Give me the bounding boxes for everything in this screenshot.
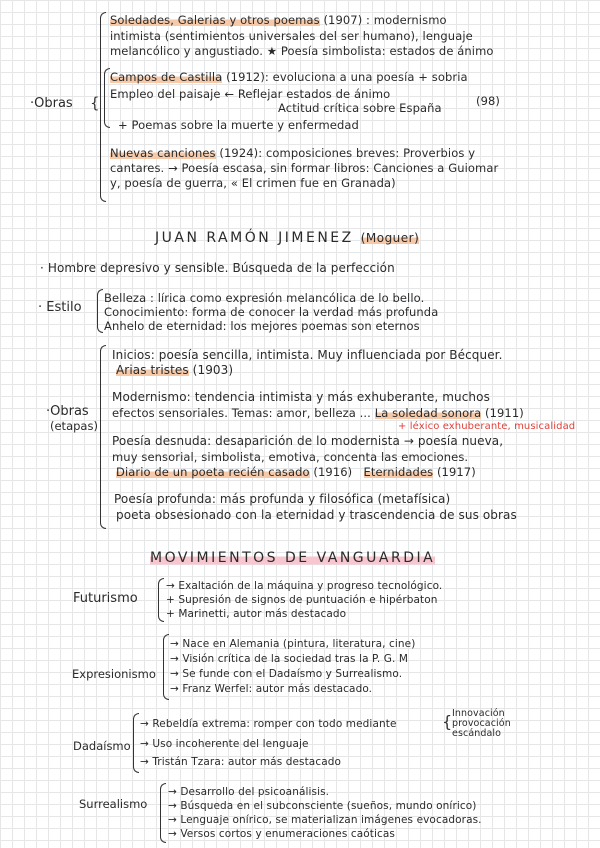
desnuda-line-1: Poesía desnuda: desaparición de lo modernista → poesía nueva, [112, 434, 504, 448]
jrj-estilo-label: · Estilo [38, 300, 82, 315]
desnuda-line-3: Diario de un poeta recién casado (1916) Eternidades (1917) [116, 465, 476, 479]
jrj-hombre: · Hombre depresivo y sensible. Búsqueda de la perfección [40, 261, 395, 275]
soledades-line-3: melancólico y angustiado. ★ Poesía simbolista: estados de ánimo [110, 44, 494, 58]
campos-line-2: Empleo del paisaje ← Reflejar estados de ánimo [110, 87, 391, 101]
expresionismo-item-2: → Visión crítica de la sociedad tras la P. G. M [170, 653, 409, 665]
modernismo-note: + léxico exhuberante, musicalidad [398, 421, 576, 432]
surrealismo-item-4: → Versos cortos y enumeraciones caóticas [168, 828, 395, 840]
expresionismo-item-4: → Franz Werfel: autor más destacado. [170, 683, 373, 695]
futurismo-item-2: + Supresión de signos de puntuación e hipérbaton [166, 594, 438, 606]
jrj-estilo-bracket [97, 289, 103, 333]
expresionismo-label: Expresionismo [72, 667, 156, 681]
modernismo-line-1: Modernismo: tendencia intimista y más exhuberante, muchos [112, 390, 490, 404]
jrj-estilo-item-3: Anhelo de eternidad: los mejores poemas son eternos [104, 319, 420, 333]
profunda-line-2: poeta obsesionado con la eternidad y trascendencia de sus obras [116, 508, 517, 522]
soledades-line-2: intimista (sentimientos universales del ser humano), lenguaje [110, 29, 473, 43]
expresionismo-item-3: → Se funde con el Dadaísmo y Surrealismo. [170, 668, 403, 680]
machado-obras-brace: { [90, 94, 100, 112]
soledades-line-1: Soledades, Galerias y otros poemas (1907) : modernismo [110, 13, 447, 27]
inicios-line-1: Inicios: poesía sencilla, intimista. Muy influenciada por Bécquer. [112, 348, 503, 362]
surrealismo-item-2: → Búsqueda en el subconsciente (sueños, mundo onírico) [168, 800, 477, 812]
dadaismo-bracket [133, 713, 139, 773]
dadaismo-item-3: → Tristán Tzara: autor más destacado [140, 756, 342, 768]
profunda-line-1: Poesía profunda: más profunda y filosófica (metafísica) [114, 492, 451, 506]
expresionismo-bracket [163, 634, 169, 700]
jrj-obras-label: ·Obras [46, 404, 89, 419]
dadaismo-side-2: provocación [452, 718, 511, 729]
dadaismo-label: Dadaísmo [73, 739, 131, 753]
vanguardia-title: MOVIMIENTOS DE VANGUARDIA [150, 550, 436, 566]
desnuda-line-2: muy sensorial, simbolista, emotiva, concenta las emociones. [112, 450, 469, 464]
nuevas-line-2: cantares. → Poesía escasa, sin formar libros: Canciones a Guiomar [110, 161, 499, 175]
surrealismo-bracket [160, 783, 166, 843]
inicios-line-2: Arias tristes (1903) [116, 363, 234, 377]
dadaismo-item-1: → Rebeldía extrema: romper con todo mediante [140, 718, 397, 730]
campos-line-4: + Poemas sobre la muerte y enfermedad [118, 118, 359, 132]
dadaismo-side-3: escándalo [452, 728, 502, 739]
surrealismo-item-1: → Desarrollo del psicoanálisis. [168, 786, 330, 798]
dadaismo-item-2: → Uso incoherente del lenguaje [140, 738, 309, 750]
jrj-etapas-label: (etapas) [50, 419, 98, 433]
jrj-obras-bracket [100, 345, 106, 529]
dadaismo-side-brace: { [442, 712, 453, 731]
campos-line-1: Campos de Castilla (1912): evoluciona a una poesía + sobria [110, 70, 468, 84]
machado-obras-label: ·Obras [30, 96, 73, 111]
futurismo-item-3: + Marinetti, autor más destacado [166, 608, 347, 620]
futurismo-item-1: → Exaltación de la máquina y progreso tecnológico. [166, 580, 443, 592]
dadaismo-side-1: Innovación [452, 708, 505, 719]
nuevas-line-3: y, poesía de guerra, « El crimen fue en Granada) [110, 176, 396, 190]
futurismo-label: Futurismo [73, 591, 138, 606]
surrealismo-label: Surrealismo [79, 797, 148, 811]
jrj-estilo-item-2: Conocimiento: forma de conocer la verdad más profunda [104, 305, 439, 319]
campos-num: (98) [476, 94, 501, 108]
surrealismo-item-3: → Lenguaje onírico, se materializan imágenes evocadoras. [168, 814, 482, 826]
jrj-estilo-item-1: Belleza : lírica como expresión melancólica de lo bello. [104, 291, 425, 305]
modernismo-line-2: efectos sensoriales. Temas: amor, belleza ... La soledad sonora (1911) [112, 406, 524, 420]
nuevas-line-1: Nuevas canciones (1924): composiciones breves: Proverbios y [110, 146, 476, 160]
expresionismo-item-1: → Nace en Alemania (pintura, literatura, cine) [170, 638, 416, 650]
campos-line-3: Actitud crítica sobre España [278, 101, 442, 115]
jrj-title: JUAN RAMÓN JIMENEZ (Moguer) [155, 230, 420, 246]
futurismo-bracket [158, 578, 164, 622]
